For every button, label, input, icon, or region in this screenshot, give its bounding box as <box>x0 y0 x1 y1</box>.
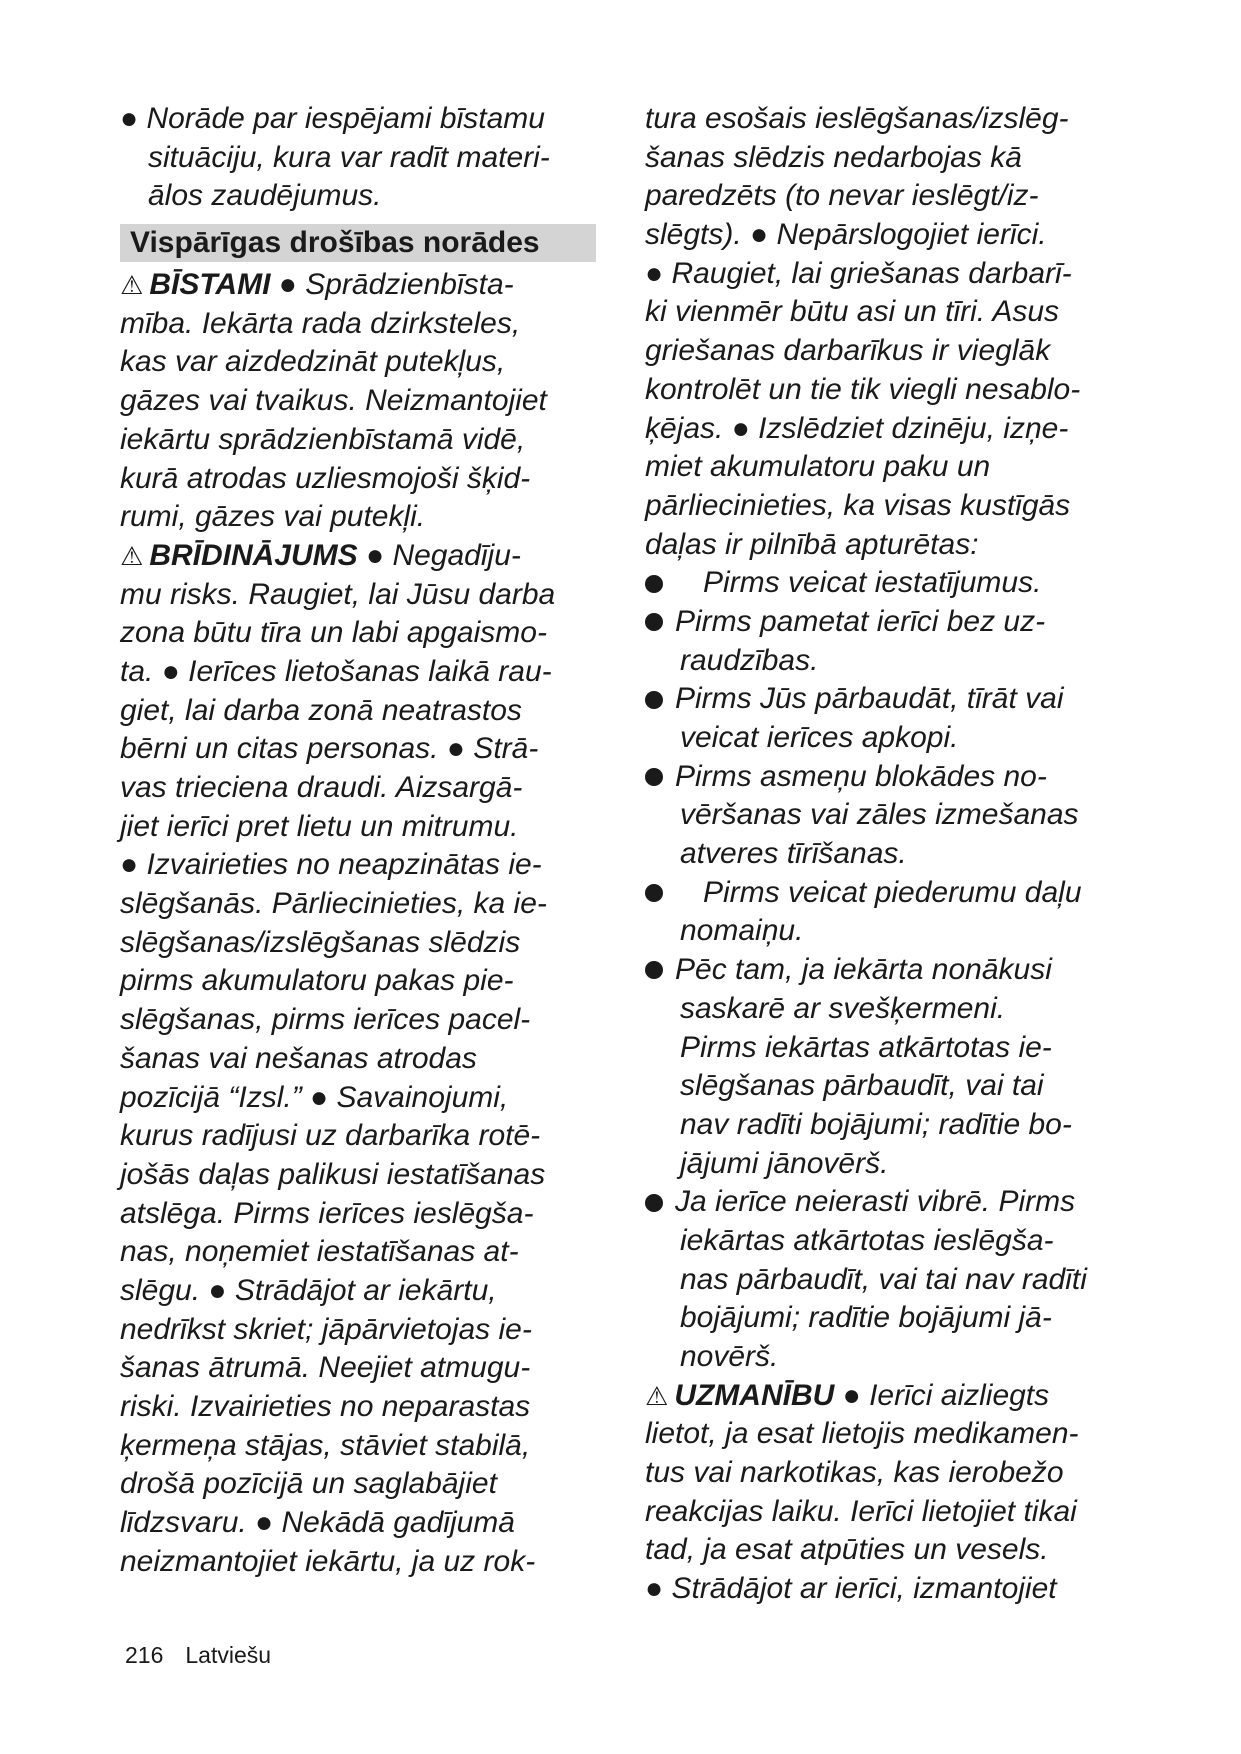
warning-triangle-icon: ⚠ <box>120 540 144 571</box>
text-line: šanas ātrumā. Neejiet atmugu- <box>120 1351 531 1385</box>
bullet-text-line: nomaiņu. <box>680 914 804 948</box>
text-line: slēgšanas/izslēgšanas slēdzis <box>120 925 521 959</box>
bullet-text: Pirms veicat piederumu daļu <box>703 875 1082 909</box>
text-line: griešanas darbarīkus ir vieglāk <box>645 334 1051 368</box>
bullet-dot-icon <box>645 575 663 593</box>
bullet-first-line <box>645 603 1125 642</box>
bullet-dot-icon <box>645 961 663 979</box>
caution-first-line <box>645 1377 1125 1416</box>
bullet-dot-icon <box>645 768 663 786</box>
text-line: vas trieciena draudi. Aizsargā- <box>120 771 523 804</box>
bullet-text-line: nav radīti bojājumi; radītie bo- <box>680 1107 1072 1141</box>
bullet-dot-icon <box>645 884 663 902</box>
text-line: tura esošais ieslēgšanas/izslēg- <box>645 102 1069 135</box>
bullet-text-line: veicat ierīces apkopi. <box>680 721 959 754</box>
text-line: jiet ierīci pret lietu un mitrumu. <box>120 809 519 843</box>
bullet-item <box>645 603 1125 680</box>
bullet-text-line: atveres tīrīšanas. <box>680 837 907 871</box>
text-line: kas var aizdedzināt putekļus, <box>120 345 506 379</box>
danger-first-line-text: ● Sprādzienbīsta- <box>270 268 514 302</box>
bullet-item <box>645 564 1125 603</box>
text-line: ● Raugiet, lai griešanas darbarī- <box>645 256 1072 290</box>
bullet-first-line <box>645 758 1125 797</box>
bullet-item <box>645 951 1125 1183</box>
text-line: slēgu. ● Strādājot ar iekārtu, <box>120 1273 497 1307</box>
text-line: drošā pozīcijā un saglabājiet <box>120 1467 497 1501</box>
text-line: miet akumulatoru paku un <box>645 450 991 484</box>
footer-language: Latviešu <box>185 1642 272 1668</box>
text-line: kurā atrodas uzliesmojoši šķid- <box>120 461 531 495</box>
bullet-item <box>645 1183 1125 1376</box>
right-top-paragraph <box>645 100 1125 564</box>
bullet-first-line <box>645 680 1125 719</box>
bullet-text: Ja ierīce neierasti vibrē. Pirms <box>675 1185 1076 1219</box>
bullet-dot-icon <box>645 613 663 631</box>
bullet-text-line: slēgšanas pārbaudīt, vai tai <box>680 1069 1044 1103</box>
text-line: giet, lai darba zonā neatrastos <box>120 693 522 727</box>
bullet-first-line <box>645 1183 1125 1222</box>
bullet-text-line: Pirms iekārtas atkārtotas ie- <box>680 1030 1052 1064</box>
text-line: zona būtu tīra un labi apgaismo- <box>120 616 547 650</box>
page-number: 216 <box>125 1642 164 1668</box>
text-line: paredzēts (to nevar ieslēgt/iz- <box>645 179 1039 213</box>
bullet-text: Pirms Jūs pārbaudāt, tīrāt vai <box>675 682 1064 716</box>
right-column <box>645 100 1125 1609</box>
bullet-dot-icon <box>645 691 663 709</box>
text-line: bērni un citas personas. ● Strā- <box>120 732 539 766</box>
danger-paragraph <box>120 266 598 537</box>
text-line: pārliecinieties, ka visas kustīgās <box>645 488 1071 522</box>
caution-first-line-text: ● Ierīci aizliegts <box>834 1378 1050 1412</box>
bullet-text-line: raudzības. <box>680 643 819 677</box>
text-line: ta. ● Ierīces lietošanas laikā rau- <box>120 654 552 688</box>
bullet-first-line <box>645 874 1125 913</box>
text-line: slēgšanās. Pārliecinieties, ka ie- <box>120 887 547 921</box>
text-line: šanas vai nešanas atrodas <box>120 1041 477 1075</box>
warning-triangle-icon: ⚠ <box>645 1380 669 1411</box>
text-line: gāzes vai tvaikus. Neizmantojiet <box>120 384 547 418</box>
bullet-text: Pirms asmeņu blokādes no- <box>675 759 1047 793</box>
text-line: kurus radījusi uz darbarīka rotē- <box>120 1119 541 1153</box>
page-footer <box>125 1642 293 1669</box>
bullet-text-line: saskarē ar svešķermeni. <box>680 991 1006 1025</box>
bullet-text-line: nas pārbaudīt, vai tai nav radīti <box>680 1262 1087 1296</box>
bullet-dot-icon <box>645 1194 663 1212</box>
bullet-text: Pirms veicat iestatījumus. <box>703 566 1042 600</box>
bullet-text-line: bojājumi; radītie bojājumi jā- <box>680 1301 1052 1335</box>
text-line: atslēga. Pirms ierīces ieslēgša- <box>120 1196 534 1230</box>
bullet-first-line <box>645 951 1125 990</box>
text-line: reakcijas laiku. Ierīci lietojiet tikai <box>645 1494 1077 1528</box>
text-line: ālos zaudējumus. <box>148 179 382 213</box>
intro-paragraph <box>120 100 598 216</box>
text-line: ● Strādājot ar ierīci, izmantojiet <box>645 1572 1057 1606</box>
warning-first-line-text: ● Negadīju- <box>357 538 521 572</box>
text-line: iekārtu sprādzienbīstamā vidē, <box>120 422 526 456</box>
text-line: riski. Izvairieties no neparastas <box>120 1390 531 1423</box>
bullet-text-line: iekārtas atkārtotas ieslēgša- <box>680 1223 1054 1257</box>
text-line: neizmantojiet iekārtu, ja uz rok- <box>120 1544 536 1578</box>
text-line: tus vai narkotikas, kas ierobežo <box>645 1456 1064 1490</box>
bullet-text-line: vēršanas vai zāles izmešanas <box>680 798 1079 832</box>
bullet-text: Pēc tam, ja iekārta nonākusi <box>675 953 1052 987</box>
left-column <box>120 100 598 1581</box>
bullet-text-line: novērš. <box>680 1340 779 1373</box>
text-line: pozīcijā “Izsl.” ● Savainojumi, <box>120 1080 509 1114</box>
danger-label: BĪSTAMI <box>149 268 271 302</box>
text-line: daļas ir pilnībā apturētas: <box>645 527 979 561</box>
bullet-text-line: jājumi jānovērš. <box>680 1146 889 1180</box>
text-line: kontrolēt un tie tik viegli nesablo- <box>645 372 1081 406</box>
text-line: ● Norāde par iespējami bīstamu <box>120 102 545 135</box>
text-line: ķermeņa stājas, stāviet stabilā, <box>120 1428 531 1462</box>
text-line: nas, noņemiet iestatīšanas at- <box>120 1235 519 1269</box>
caution-paragraph <box>645 1377 1125 1609</box>
warning-label: BRĪDINĀJUMS <box>149 538 358 572</box>
text-line: jošās daļas palikusi iestatīšanas <box>120 1157 546 1191</box>
text-line: ki vienmēr būtu asi un tīri. Asus <box>645 295 1060 329</box>
bullet-list <box>645 564 1125 1376</box>
caution-label: UZMANĪBU <box>674 1378 835 1412</box>
section-heading: Vispārīgas drošības norādes <box>120 224 596 262</box>
bullet-item <box>645 680 1125 757</box>
text-line: situāciju, kura var radīt materi- <box>148 140 550 174</box>
bullet-item <box>645 758 1125 874</box>
text-line: pirms akumulatoru pakas pie- <box>120 964 514 998</box>
text-line: rumi, gāzes vai putekļi. <box>120 500 426 534</box>
warning-paragraph <box>120 537 598 1582</box>
text-line: mu risks. Raugiet, lai Jūsu darba <box>120 577 556 611</box>
text-line: mība. Iekārta rada dzirksteles, <box>120 306 521 340</box>
danger-first-line <box>120 266 598 305</box>
text-line: ● Izvairieties no neapzinātas ie- <box>120 848 542 882</box>
text-line: ķējas. ● Izslēdziet dzinēju, izņe- <box>645 411 1069 445</box>
bullet-first-line <box>645 564 1125 603</box>
warning-triangle-icon: ⚠ <box>120 270 144 301</box>
warning-first-line <box>120 537 598 576</box>
text-line: slēgšanas, pirms ierīces pacel- <box>120 1003 531 1037</box>
text-line: lietot, ja esat lietojis medikamen- <box>645 1417 1079 1451</box>
text-line: tad, ja esat atpūties un vesels. <box>645 1533 1049 1567</box>
bullet-text: Pirms pametat ierīci bez uz- <box>675 604 1046 638</box>
bullet-item <box>645 874 1125 951</box>
text-line: nedrīkst skriet; jāpārvietojas ie- <box>120 1312 532 1346</box>
text-line: slēgts). ● Nepārslogojiet ierīci. <box>645 218 1047 252</box>
text-line: šanas slēdzis nedarbojas kā <box>645 140 1022 174</box>
text-line: līdzsvaru. ● Nekādā gadījumā <box>120 1506 515 1540</box>
